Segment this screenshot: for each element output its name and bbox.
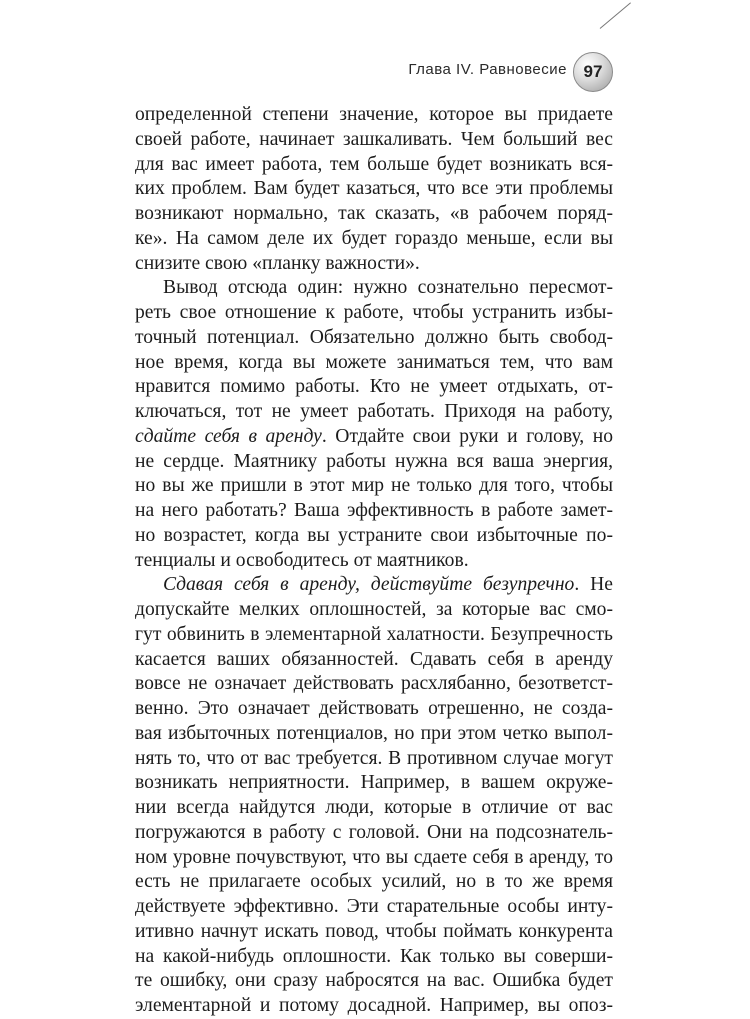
text-line: возникать неприятности. Например, в вашем окруже- [135, 772, 613, 794]
header-decoration-line [600, 2, 631, 28]
text-line [135, 573, 613, 598]
text-line: ключаться, тот не умеет работать. Приходя на работу, [135, 401, 613, 422]
page-number: 97 [583, 62, 603, 81]
chapter-title: Глава IV. Равновесие [408, 61, 567, 78]
text-line: на какой-нибудь оплошности. Как только вы соверши- [135, 945, 613, 967]
text-line: ких проблем. Вам будет казаться, что все эти проблемы [135, 178, 613, 200]
text-line: снизите свою «планку важности». [135, 252, 420, 274]
text-line: погружаются в работу с головой. Они на подсознатель- [135, 821, 613, 843]
text-line [135, 425, 613, 450]
page-number-disc [573, 52, 613, 92]
text-line: элементарной и потому досадной. Например, вы опоз- [135, 995, 613, 1016]
italic-phrase: Сдавая себя в аренду, действуйте безупречно [163, 574, 575, 596]
text-line: ке». На самом деле их будет гораздо меньше, если вы [135, 227, 613, 249]
text-line: действуете эффективно. Эти старательные особы инту- [135, 896, 613, 917]
text-line: реть свое отношение к работе, чтобы устранить избы- [135, 302, 613, 323]
italic-phrase: сдайте себя в аренду [135, 425, 322, 447]
text-line: нии всегда найдутся люди, которые в отличие от вас [135, 797, 613, 818]
text-line: Вывод отсюда один: нужно сознательно пересмот- [163, 277, 613, 299]
text-line: те ошибку, они сразу набросятся на вас. Ошибка будет [135, 970, 613, 992]
text-line: не сердце. Маятнику работы нужна вся ваша энергия, [135, 450, 613, 472]
body-text [135, 103, 613, 1019]
text-line: нять то, что от вас требуется. В противном случае могут [135, 747, 613, 769]
text-line: для вас имеет работа, тем больше будет возникать вся- [135, 153, 613, 175]
text-line: нравится помимо работы. Кто не умеет отдыхать, от- [135, 376, 613, 398]
running-header [135, 52, 613, 92]
text-line: своей работе, начинает зашкаливать. Чем больший вес [135, 128, 613, 150]
text-line: есть не прилагаете особых усилий, но в то же время [135, 871, 613, 893]
text-line: точный потенциал. Обязательно должно быть свобод- [135, 326, 613, 348]
text-line: вая избыточных потенциалов, но при этом четко выпол- [135, 722, 613, 744]
line-text: . Не [574, 574, 613, 596]
text-line: вовсе не означает действовать расхлябанно, безответст- [135, 673, 613, 695]
text-line: тенциалы и освободитесь от маятников. [135, 549, 469, 571]
text-line: определенной степени значение, которое вы придаете [135, 104, 613, 125]
text-line: итивно начнут искать повод, чтобы поймать конкурента [135, 920, 613, 942]
text-line: ное время, когда вы можете заниматься тем, что вам [135, 351, 613, 373]
text-line: возникают нормально, так сказать, «в рабочем поряд- [135, 203, 613, 224]
line-text: . Отдайте свои руки и голову, но [321, 425, 613, 447]
text-line: но возрастет, когда вы устраните свои избыточные по- [135, 524, 613, 546]
text-line: венно. Это означает действовать отрешенно, не созда- [135, 698, 613, 719]
text-line: на него работать? Ваша эффективность в работе замет- [135, 500, 613, 521]
text-line: но вы же пришли в этот мир не только для того, чтобы [135, 475, 613, 497]
text-line: касается ваших обязанностей. Сдавать себя в аренду [135, 648, 613, 670]
text-line: допускайте мелких оплошностей, за которые вас смо- [135, 599, 613, 620]
text-line: ном уровне почувствуют, что вы сдаете себя в аренду, то [135, 846, 613, 868]
text-line: гут обвинить в элементарной халатности. Безупречность [135, 623, 613, 645]
